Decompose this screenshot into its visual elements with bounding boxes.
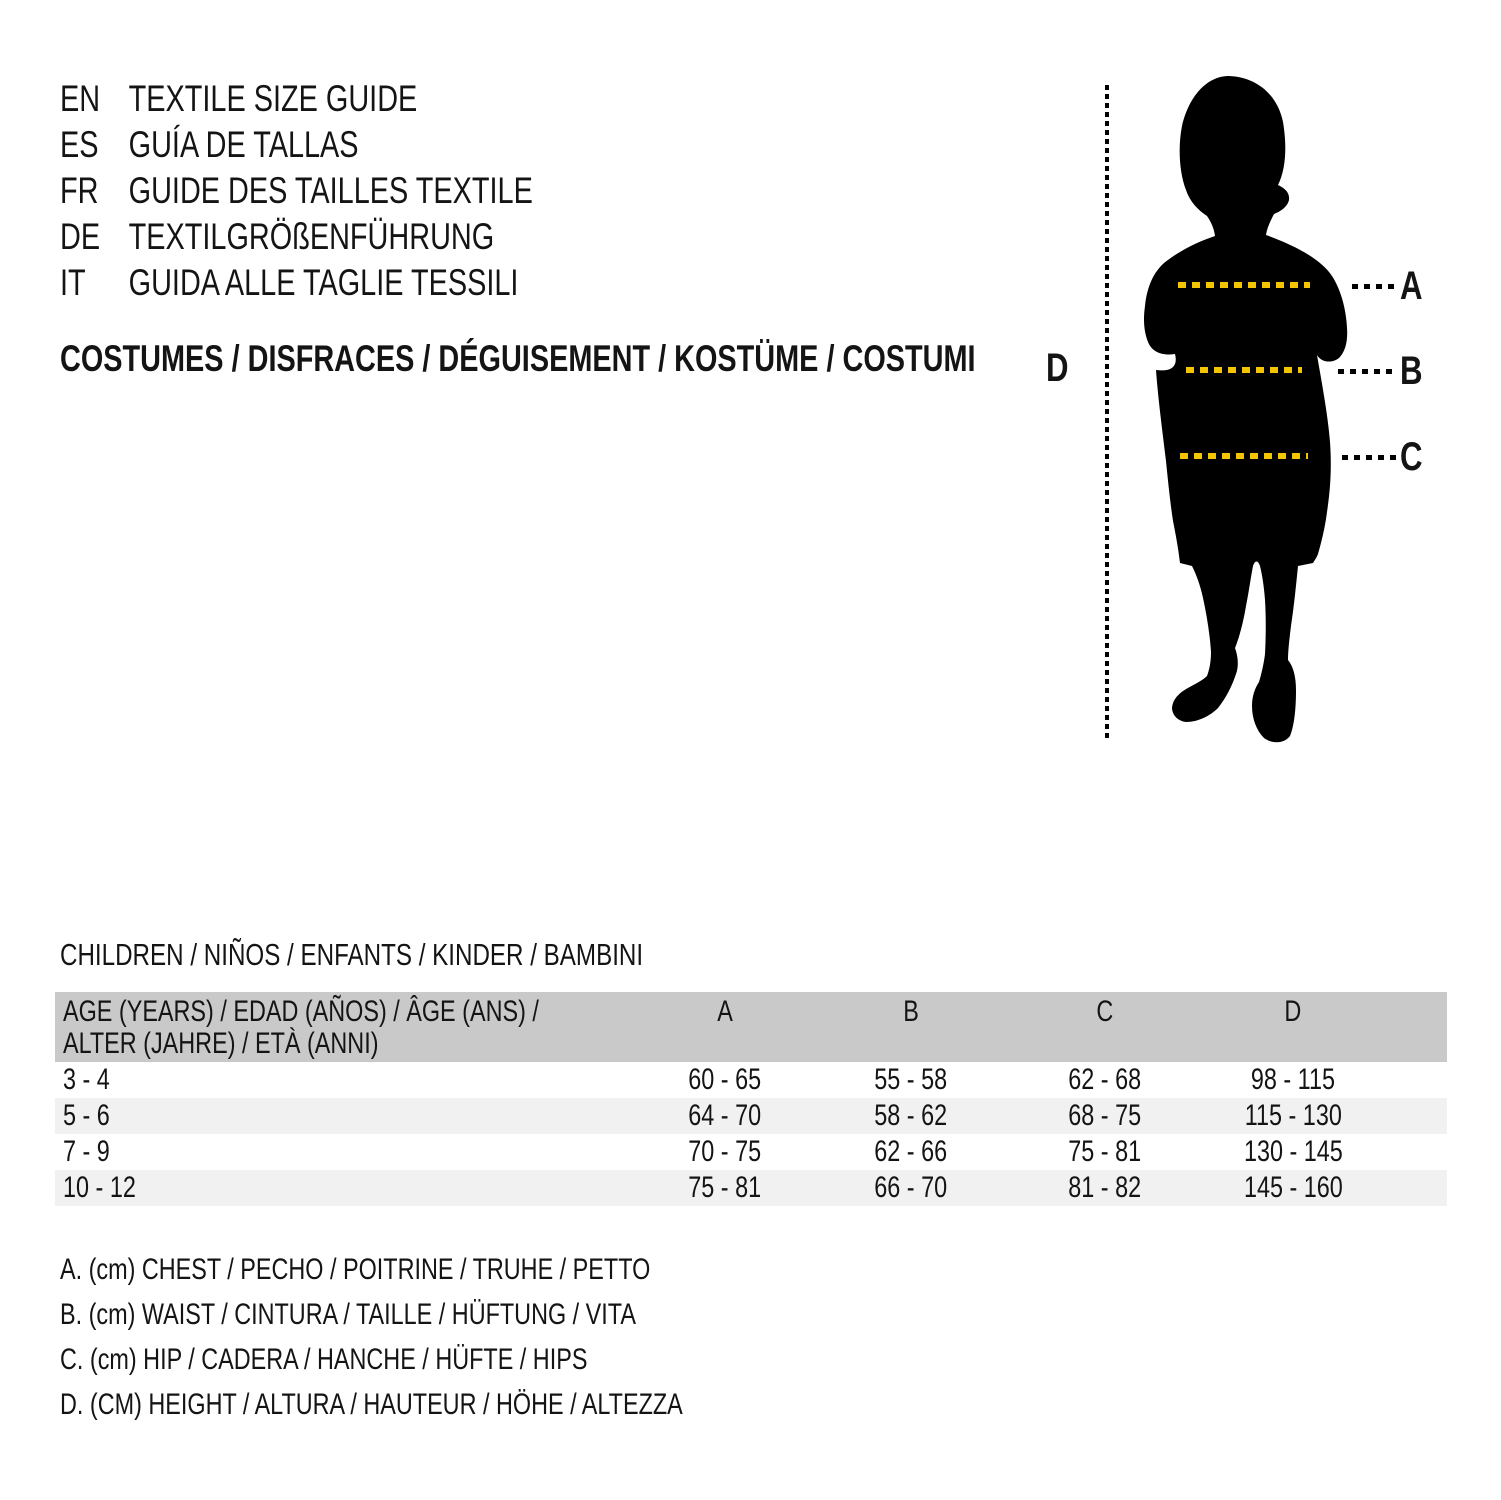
column-header-b: B: [903, 995, 919, 1028]
table-row: [55, 1098, 1447, 1134]
column-header-d: D: [1284, 995, 1302, 1028]
chest-value: 75 - 81: [688, 1171, 762, 1204]
legend-waist: B. (cm) WAIST / CINTURA / TAILLE / HÜFTUNG / VITA: [60, 1298, 636, 1331]
size-table: [55, 992, 1447, 1206]
hip-connector-dots: [1342, 455, 1398, 460]
column-header-c: C: [1096, 995, 1114, 1028]
height-value: 98 - 115: [1250, 1063, 1336, 1096]
table-header-row: [55, 992, 1447, 1062]
lang-title: TEXTILE SIZE GUIDE: [128, 78, 418, 119]
lang-row-it: [60, 260, 666, 306]
lang-code: ES: [60, 124, 99, 165]
chest-connector-dots: [1352, 284, 1398, 289]
chest-value: 64 - 70: [688, 1099, 762, 1132]
waist-value: 58 - 62: [874, 1099, 948, 1132]
lang-code: DE: [60, 216, 101, 257]
children-section-heading: CHILDREN / NIÑOS / ENFANTS / KINDER / BAMBINI: [60, 937, 644, 972]
waist-value: 55 - 58: [874, 1063, 948, 1096]
waist-measure-dash: [1186, 367, 1302, 373]
age-cell: 5 - 6: [63, 1099, 110, 1132]
legend-hip: C. (cm) HIP / CADERA / HANCHE / HÜFTE / HIPS: [60, 1343, 588, 1376]
label-waist-b: B: [1400, 349, 1423, 393]
hip-value: 75 - 81: [1068, 1135, 1142, 1168]
lang-code: IT: [60, 262, 86, 303]
hip-measure-dash: [1180, 453, 1308, 459]
waist-value: 66 - 70: [874, 1171, 948, 1204]
chest-value: 70 - 75: [688, 1135, 762, 1168]
hip-value: 68 - 75: [1068, 1099, 1142, 1132]
waist-connector-dots: [1338, 369, 1398, 374]
age-cell: 7 - 9: [63, 1135, 110, 1168]
label-hip-c: C: [1400, 435, 1423, 479]
lang-row-fr: [60, 168, 666, 214]
chest-measure-dash: [1178, 282, 1310, 288]
lang-row-en: [60, 76, 666, 122]
age-cell: 10 - 12: [63, 1171, 136, 1204]
lang-row-de: [60, 214, 666, 260]
height-value: 130 - 145: [1243, 1135, 1343, 1168]
language-title-list: [60, 76, 666, 306]
label-chest-a: A: [1400, 264, 1423, 308]
column-header-a: A: [717, 995, 733, 1028]
hip-value: 81 - 82: [1068, 1171, 1142, 1204]
child-silhouette: [1128, 76, 1368, 748]
waist-value: 62 - 66: [874, 1135, 948, 1168]
measurement-legend: [60, 1247, 858, 1427]
lang-title: GUIDA ALLE TAGLIE TESSILI: [128, 262, 519, 303]
lang-title: GUÍA DE TALLAS: [128, 124, 359, 165]
height-value: 145 - 160: [1243, 1171, 1343, 1204]
lang-title: TEXTILGRÖßENFÜHRUNG: [128, 216, 495, 257]
lang-row-es: [60, 122, 666, 168]
table-row: [55, 1170, 1447, 1206]
height-dashed-line: [1105, 85, 1109, 738]
table-row: [55, 1134, 1447, 1170]
hip-value: 62 - 68: [1068, 1063, 1142, 1096]
lang-title: GUIDE DES TAILLES TEXTILE: [128, 170, 533, 211]
age-cell: 3 - 4: [63, 1063, 110, 1096]
chest-value: 60 - 65: [688, 1063, 762, 1096]
age-column-header: AGE (YEARS) / EDAD (AÑOS) / ÂGE (ANS) / ALTER (JAHRE) / ETÀ (ANNI): [63, 995, 539, 1060]
label-height-d: D: [1046, 346, 1069, 390]
legend-height: D. (CM) HEIGHT / ALTURA / HAUTEUR / HÖHE / ALTEZZA: [60, 1388, 683, 1421]
lang-code: FR: [60, 170, 99, 211]
legend-chest: A. (cm) CHEST / PECHO / POITRINE / TRUHE / PETTO: [60, 1253, 651, 1286]
height-value: 115 - 130: [1244, 1099, 1342, 1132]
lang-code: EN: [60, 78, 101, 119]
category-heading: COSTUMES / DISFRACES / DÉGUISEMENT / KOSTÜME / COSTUMI: [60, 338, 976, 379]
table-row: [55, 1062, 1447, 1098]
